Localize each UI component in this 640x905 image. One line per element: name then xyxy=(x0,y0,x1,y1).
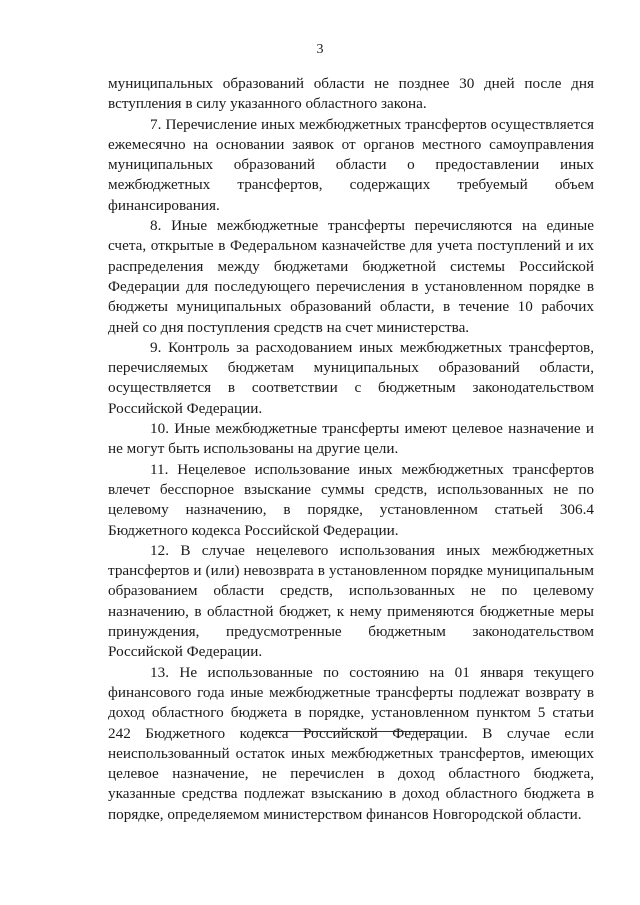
paragraph-12: 12. В случае нецелевого использования иных межбюджетных трансфертов и (или) невозврата в установленном порядке муниципальным образованием области средств, использованных не по целевому назначению, в областной бюджет, к нему применяются бюджетные меры принуждения, предусмотренные бюджетным законодательством Российской Федерации. xyxy=(108,541,594,661)
paragraph-7: 7. Перечисление иных межбюджетных трансфертов осуществляется ежемесячно на основании заявок от органов местного самоуправления муниципальных образований области о предоставлении иных межбюджетных трансфертов, содержащих требуемый объем финансирования. xyxy=(108,115,594,214)
paragraph-8: 8. Иные межбюджетные трансферты перечисляются на единые счета, открытые в Федеральном казначействе для учета поступлений и их распределения между бюджетами бюджетной системы Российской Федерации для последующего перечисления в установленном порядке в бюджеты муниципальных образований области, в течение 10 рабочих дней со дня поступления средств на счет министерства. xyxy=(108,217,594,336)
paragraph-9: 9. Контроль за расходованием иных межбюджетных трансфертов, перечисляемых бюджетам муниципальных образований области, осуществляется в соответствии с бюджетным законодательством Российской Федерации. xyxy=(108,338,594,417)
paragraph-continuation: муниципальных образований области не позднее 30 дней после дня вступления в силу указанного областного закона. xyxy=(108,75,594,113)
paragraph-13: 13. Не использованные по состоянию на 01 января текущего финансового года иные межбюджетные трансферты подлежат возврату в доход областного бюджета в порядке, установленном пунктом 5 статьи 242 Бюджетного кодекса Российской Федерации. В случае если неиспользованный остаток иных межбюджетных трансфертов, имеющих целевое назначение, не перечислен в доход областного бюджета, указанные средства подлежат взысканию в доход областного бюджета в порядке, определяемом министерством финансов Новгородской области. xyxy=(108,663,594,823)
paragraph-10: 10. Иные межбюджетные трансферты имеют целевое назначение и не могут быть использованы на другие цели. xyxy=(108,420,594,458)
document-body xyxy=(108,74,594,825)
page-number: 3 xyxy=(316,42,324,57)
end-divider-line xyxy=(262,731,440,732)
paragraph-11: 11. Нецелевое использование иных межбюджетных трансфертов влечет бесспорное взыскание суммы средств, использованных не по целевому назначению, в порядке, установленном статьей 306.4 Бюджетного кодекса Российской Федерации. xyxy=(108,460,594,539)
